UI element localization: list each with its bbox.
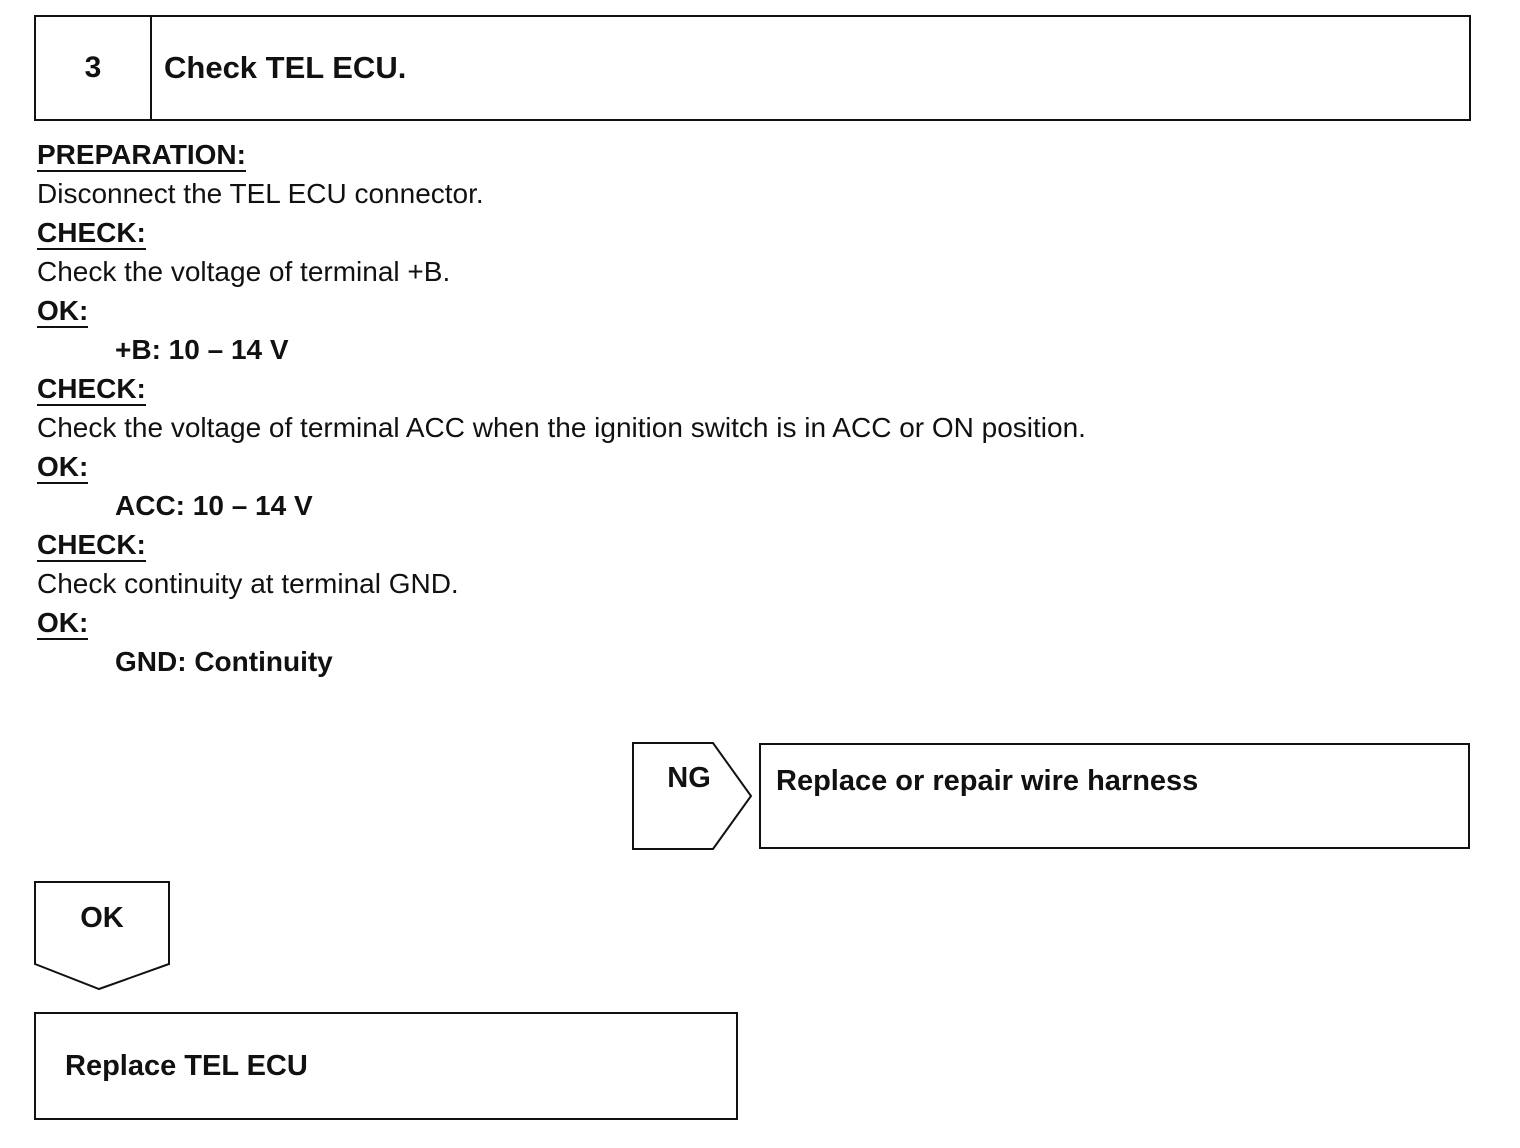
check-label-2: CHECK: [37,373,146,404]
step-number: 3 [36,17,152,119]
ok-spec-1: +B: 10 – 14 V [115,334,289,365]
ok-result-box: Replace TEL ECU [34,1012,738,1120]
ng-result-box: Replace or repair wire harness [759,743,1470,849]
ok-label-2: OK: [37,451,89,482]
ng-arrow-shape [633,743,751,849]
ok-spec-3: GND: Continuity [115,646,333,677]
step-title: Check TEL ECU. [164,50,407,85]
ok-arrow-shape [35,882,169,989]
ok-spec-2: ACC: 10 – 14 V [115,490,313,521]
ok-label-3: OK: [37,607,89,638]
check-text-3: Check continuity at terminal GND. [37,568,459,599]
preparation-label: PREPARATION: [37,139,246,170]
ok-label: OK [80,902,124,934]
check-label-1: CHECK: [37,217,146,248]
preparation-text: Disconnect the TEL ECU connector. [37,178,484,209]
check-text-1: Check the voltage of terminal +B. [37,256,451,287]
ok-label-1: OK: [37,295,89,326]
ng-label: NG [667,762,711,794]
check-label-3: CHECK: [37,529,146,560]
check-text-2: Check the voltage of terminal ACC when the ignition switch is in ACC or ON position. [37,412,1086,443]
